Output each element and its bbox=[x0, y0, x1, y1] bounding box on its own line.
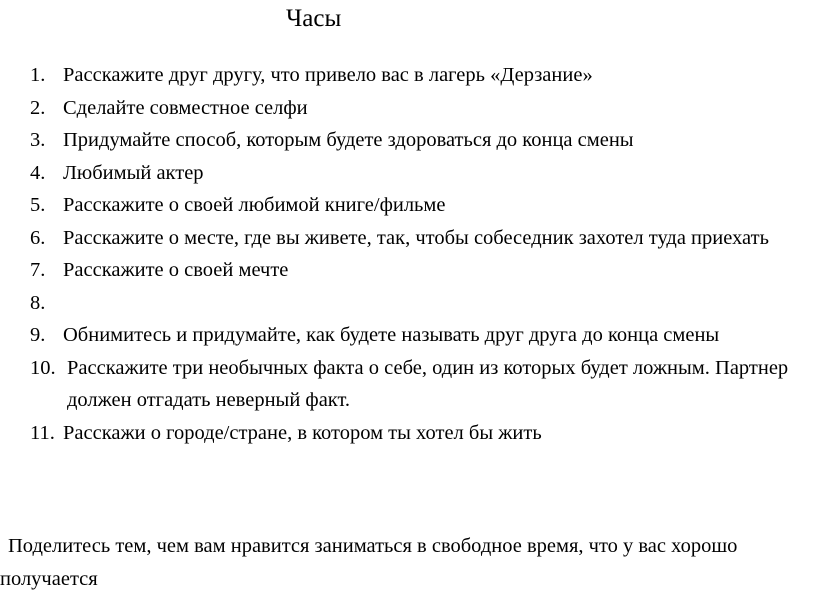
list-item-number: 1. bbox=[30, 64, 46, 86]
list-item-number: 3. bbox=[30, 129, 46, 151]
list-item-text: Расскажите о своей мечте bbox=[63, 259, 289, 281]
list-item bbox=[30, 222, 810, 255]
list-item-text: Сделайте совместное селфи bbox=[63, 96, 308, 119]
list-item bbox=[30, 92, 810, 125]
question-list bbox=[30, 59, 810, 449]
list-item-text: Расскажите о месте, где вы живете, так, чтобы собеседник захотел туда приехать bbox=[63, 226, 769, 249]
list-item-text: Расскажите о своей любимой книге/фильме bbox=[63, 194, 446, 216]
page-title: Часы bbox=[286, 5, 342, 32]
list-item-number: 6. bbox=[30, 226, 46, 249]
list-item bbox=[30, 352, 810, 417]
list-item-text bbox=[63, 287, 810, 320]
list-item bbox=[30, 59, 810, 92]
list-item-number: 9. bbox=[30, 324, 46, 346]
list-item-number: 2. bbox=[30, 96, 46, 119]
list-item-number: 5. bbox=[30, 194, 46, 216]
list-item-number: 10. bbox=[30, 356, 56, 379]
list-item bbox=[30, 254, 810, 287]
list-item bbox=[30, 124, 810, 157]
list-item-number: 11. bbox=[30, 421, 55, 444]
list-item-text: Расскажите три необычных факта о себе, один из которых будет ложным. Партнер должен отгадать неверный факт. bbox=[67, 356, 789, 411]
list-item bbox=[30, 157, 810, 190]
list-item-number: 7. bbox=[30, 259, 46, 281]
list-item-text: Расскажи о городе/стране, в котором ты хотел бы жить bbox=[63, 421, 542, 444]
list-item-text: Расскажите друг другу, что привело вас в лагерь «Дерзание» bbox=[63, 64, 593, 86]
list-item-number: 8. bbox=[30, 291, 46, 314]
list-item-number: 4. bbox=[30, 161, 46, 184]
list-item bbox=[30, 319, 810, 352]
list-item bbox=[30, 287, 810, 320]
list-item-text: Придумайте способ, которым будете здороваться до конца смены bbox=[63, 129, 634, 151]
footer-paragraph: Поделитесь тем, чем вам нравится заниматься в свободное время, что у вас хорошо получается bbox=[0, 535, 738, 590]
list-item-text: Любимый актер bbox=[63, 161, 204, 184]
list-item bbox=[30, 417, 810, 450]
list-item-text: Обнимитесь и придумайте, как будете называть друг друга до конца смены bbox=[63, 324, 720, 346]
list-item bbox=[30, 189, 810, 222]
